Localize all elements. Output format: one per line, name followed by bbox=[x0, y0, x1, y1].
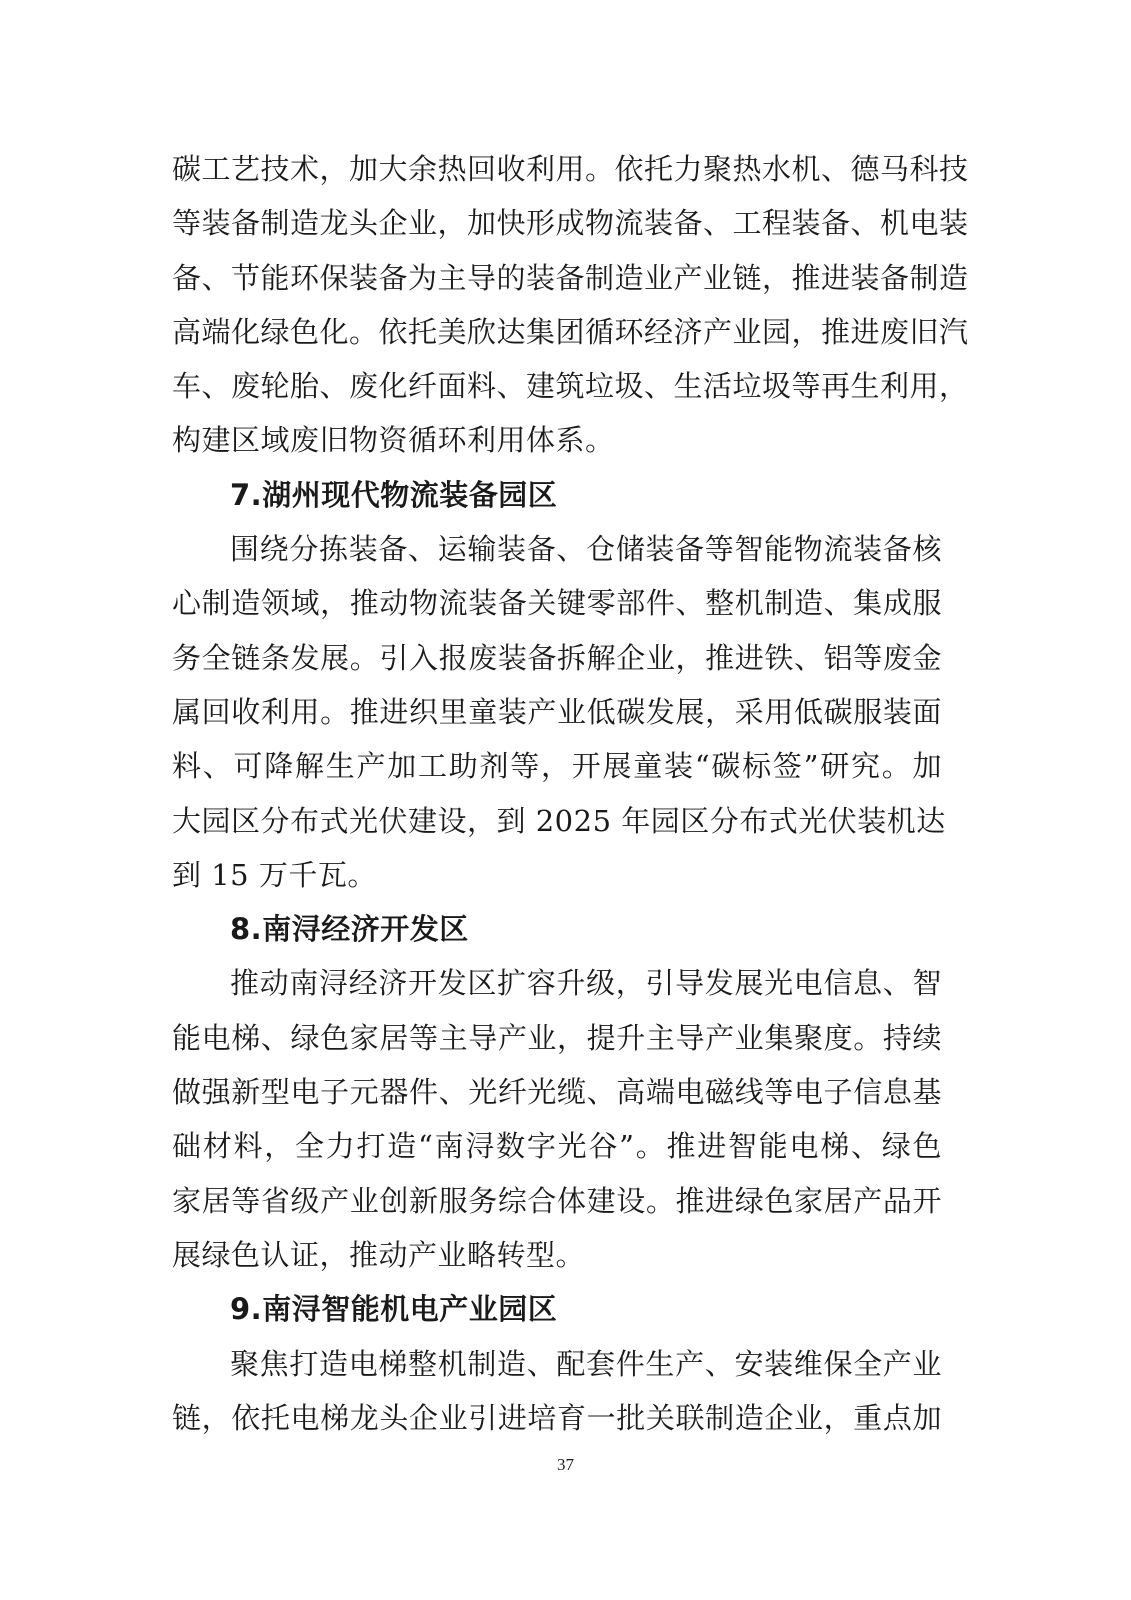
paragraph-line: 碳工艺技术，加大余热回收利用。依托力聚热水机、德马科技 bbox=[172, 152, 969, 186]
paragraph-line: 础材料，全力打造“南浔数字光谷”。推进智能电梯、绿色 bbox=[172, 1129, 942, 1164]
paragraph-line: 大园区分布式光伏建设，到 2025 年园区分布式光伏装机达 bbox=[172, 803, 946, 838]
paragraph-line: 料、可降解生产加工助剂等，开展童装“碳标签”研究。加 bbox=[172, 749, 942, 784]
paragraph-line: 围绕分拣装备、运输装备、仓储装备等智能物流装备核 bbox=[230, 532, 942, 567]
paragraph-line: 属回收利用。推进织里童装产业低碳发展，采用低碳服装面 bbox=[172, 694, 942, 729]
paragraph-line: 心制造领域，推动物流装备关键零部件、整机制造、集成服 bbox=[172, 586, 942, 621]
page-content bbox=[172, 142, 969, 1445]
page-number: 37 bbox=[557, 1455, 574, 1474]
paragraph-line: 推动南浔经济开发区扩容升级，引导发展光电信息、智 bbox=[230, 966, 942, 1001]
paragraph-line: 车、废轮胎、废化纤面料、建筑垃圾、生活垃圾等再生利用， bbox=[172, 369, 969, 404]
section-heading-8: 8.南浔经济开发区 bbox=[230, 912, 469, 947]
paragraph-line: 构建区域废旧物资循环利用体系。 bbox=[172, 423, 615, 458]
paragraph-line: 务全链条发展。引入报废装备拆解企业，推进铁、铝等废金 bbox=[172, 640, 942, 675]
paragraph-line: 链，依托电梯龙头企业引进培育一批关联制造企业，重点加 bbox=[172, 1400, 942, 1435]
paragraph-line: 能电梯、绿色家居等主导产业，提升主导产业集聚度。持续 bbox=[172, 1020, 942, 1055]
paragraph-line: 到 15 万千瓦。 bbox=[172, 857, 377, 892]
section-heading-9: 9.南浔智能机电产业园区 bbox=[230, 1292, 558, 1327]
paragraph-line: 做强新型电子元器件、光纤光缆、高端电磁线等电子信息基 bbox=[172, 1075, 942, 1110]
paragraph-line: 备、节能环保装备为主导的装备制造业产业链，推进装备制造 bbox=[172, 260, 969, 295]
paragraph-line: 等装备制造龙头企业，加快形成物流装备、工程装备、机电装 bbox=[172, 206, 969, 241]
section-heading-7: 7.湖州现代物流装备园区 bbox=[230, 477, 558, 512]
paragraph-line: 家居等省级产业创新服务综合体建设。推进绿色家居产品开 bbox=[172, 1183, 942, 1218]
paragraph-line: 展绿色认证，推动产业略转型。 bbox=[172, 1237, 586, 1272]
paragraph-line: 聚焦打造电梯整机制造、配套件生产、安装维保全产业 bbox=[230, 1346, 942, 1381]
paragraph-line: 高端化绿色化。依托美欣达集团循环经济产业园，推进废旧汽 bbox=[172, 314, 969, 349]
